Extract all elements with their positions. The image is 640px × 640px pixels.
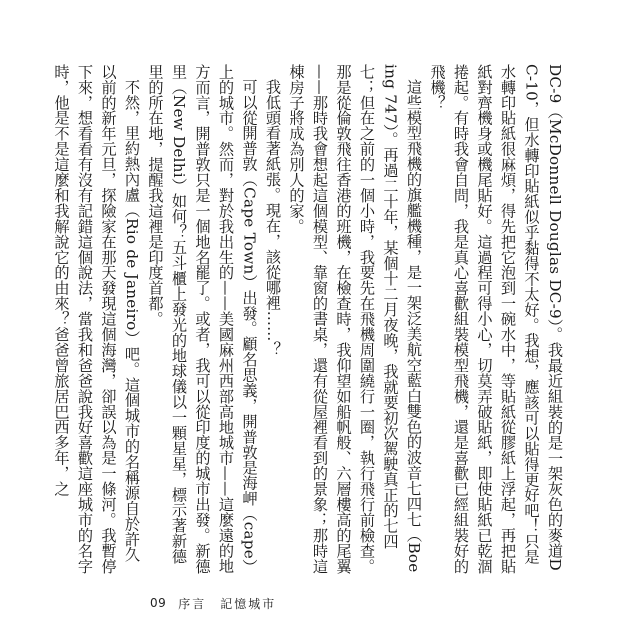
vertical-text-body [52,64,566,576]
paragraph-4: 可以從開普敦（Cape Town）出發。顧名思義，開普敦是海岬（cape）上的城市。然而，對於我出生的——美國麻州西部高地城市——這麼遠的地方而言，開普敦只是一個地名罷了。或者，我可以從印度的城市出發。新德里（New Delhi）如何？五斗櫃上發光的地球儀以一顆星星，標示著新德里的所在地，提醒我這裡是印度首都。 [146,64,259,575]
running-title: 序言 記憶城市 [178,596,277,611]
paragraph-1: DC-9（McDonnell Douglas DC-9）。我最近組裝的是一架灰色的麥道DC-10，但水轉印貼紙似乎黏得不太好。我想，應該可以貼得更好吧！只是水轉印貼紙很麻煩，得先把它泡到一碗水中，等貼紙從膠紙上浮起，再把貼紙對齊機身或機尾貼好。這過程可得小心，切莫弄破貼紙，即使貼紙已乾涸捲起。有時我會自問，我是真心喜歡組裝模型飛機，還是喜歡已經組裝好的飛機？ [428,64,564,574]
paragraph-3: 我低頭看著紙張。現在，該從哪裡……？ [264,79,282,358]
page-footer [150,593,276,613]
paragraph-5: 不然，里約熱內盧（Rio de Janeiro）吧。這個城市的名稱源自於許久以前的新年元旦，探險家在那天發現這個海灣，卻誤以為是一條河。我暫停下來，想看看有沒有記錯這個說法，當我和爸爸說我好喜歡這座城市的名字時，他是不是這麼和我解說它的由來？爸爸曾旅居巴西多年，之 [52,64,141,574]
paragraph-2: 這些模型飛機的旗艦機種，是一架泛美航空藍白雙色的波音七四七（Boeing 747）。再過二十年，某個十二月夜晚，我就要初次駕駛真正的七四七；但在之前的一個小時，我要先在飛機周圍繞行一圈，執行飛行前檢查。那是從倫敦飛往香港的班機，在檢查時，我仰望如船帆般、六層樓高的尾翼——那時我會想起這個模型、靠窗的書桌，還有從屋裡看到的景象；那時這棟房子將成為別人的家。 [287,64,423,574]
page-number: 09 [150,596,167,610]
